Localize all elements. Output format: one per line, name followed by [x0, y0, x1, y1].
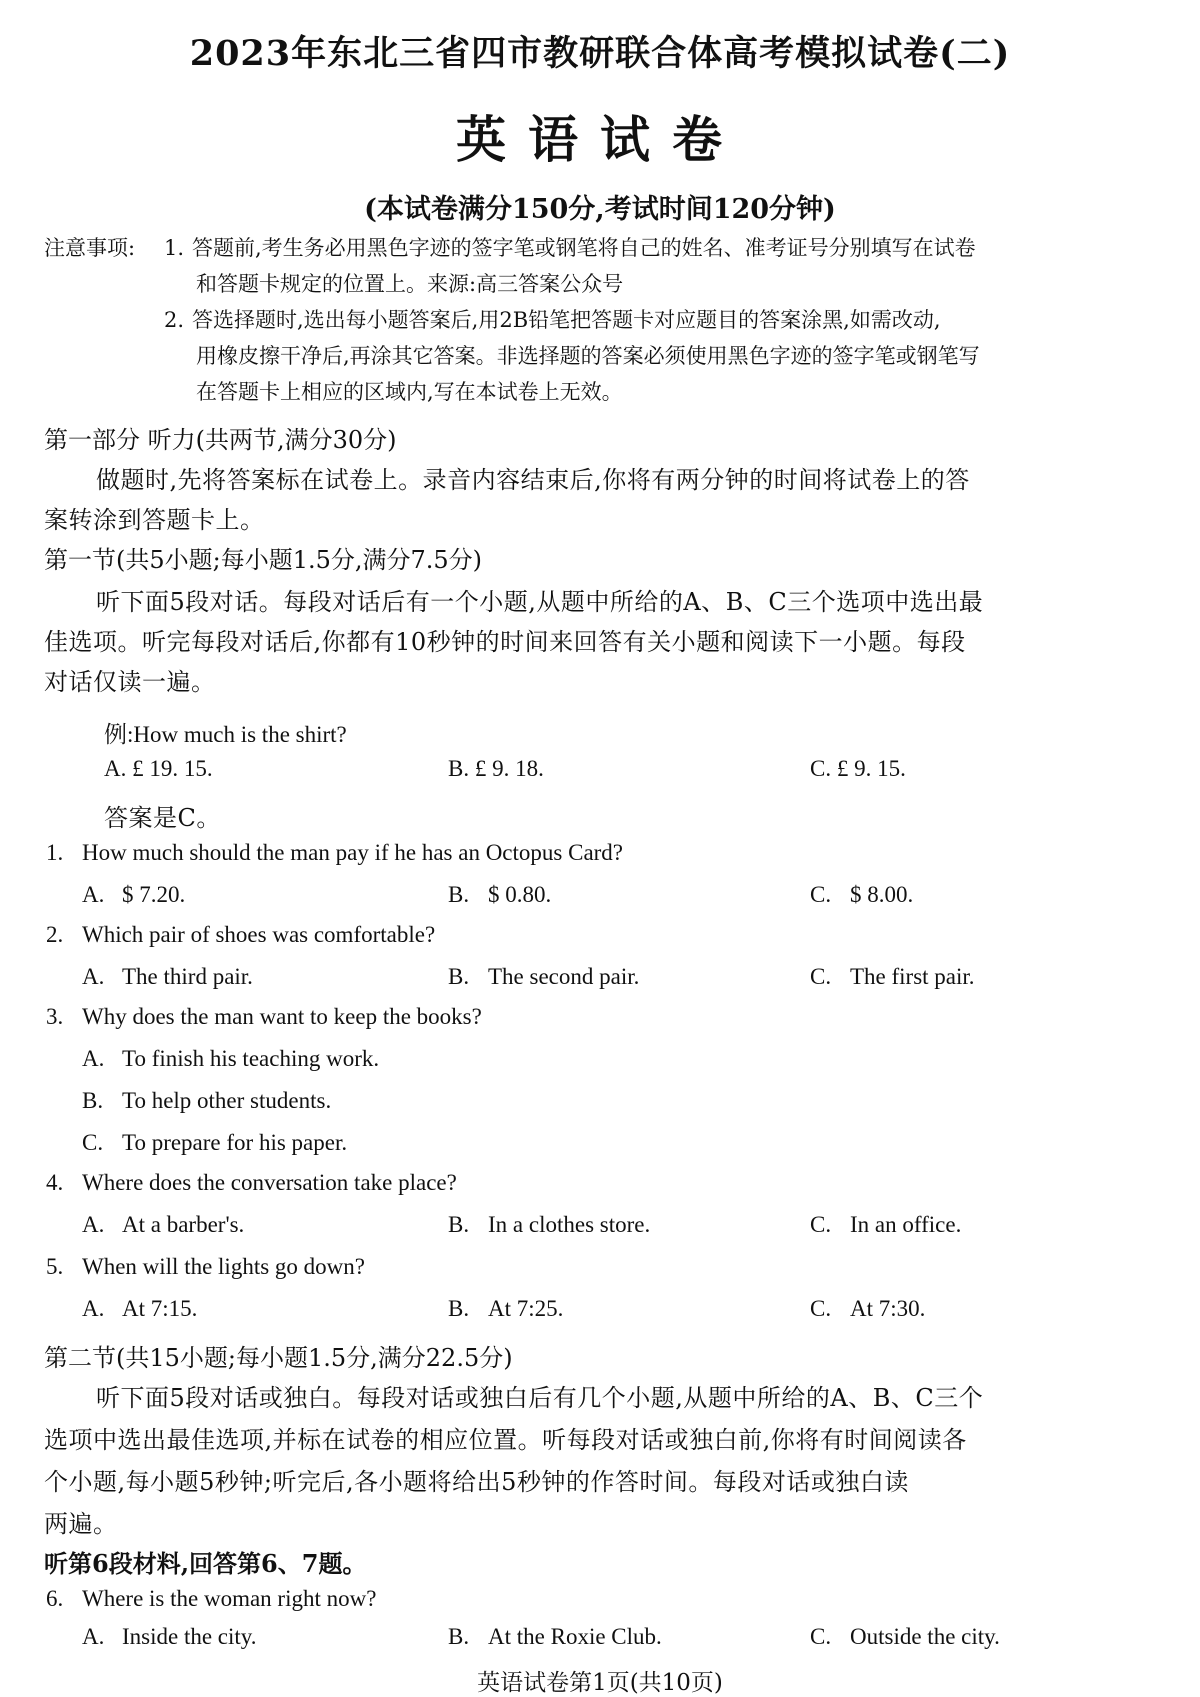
q4-option-c: C. In an office.: [810, 1212, 962, 1237]
q5-option-c: C. At 7:30.: [810, 1296, 926, 1321]
section2-instructions-cont: 选项中选出最佳选项,并标在试卷的相应位置。听每段对话或独白前,你将有时间阅读各: [44, 1426, 967, 1454]
score-info: (本试卷满分150分,考试时间120分钟): [364, 194, 836, 225]
example-option-b: B. £ 9. 18.: [448, 756, 544, 781]
q4-option-b: B. In a clothes store.: [448, 1212, 651, 1237]
section1-instructions: 听下面5段对话。每段对话后有一个小题,从题中所给的A、B、C三个选项中选出最: [96, 588, 984, 616]
section2-instructions-cont2: 个小题,每小题5秒钟;听完后,各小题将给出5秒钟的作答时间。每段对话或独白读: [44, 1468, 909, 1496]
q3-option-c: C. To prepare for his paper.: [82, 1130, 348, 1155]
q2-option-b: B. The second pair.: [448, 964, 640, 989]
section2-instructions: 听下面5段对话或独白。每段对话或独白后有几个小题,从题中所给的A、B、C三个: [96, 1384, 984, 1412]
question-6: 6. Where is the woman right now?: [46, 1586, 377, 1611]
section2-heading: 第二节(共15小题;每小题1.5分,满分22.5分): [44, 1344, 513, 1372]
section1-heading: 第一节(共5小题;每小题1.5分,满分7.5分): [44, 546, 483, 574]
exam-title: 2023年东北三省四市教研联合体高考模拟试卷(二): [189, 33, 1011, 74]
page-footer: 英语试卷第1页(共10页): [477, 1670, 723, 1696]
part1-intro: 做题时,先将答案标在试卷上。录音内容结束后,你将有两分钟的时间将试卷上的答: [96, 466, 970, 494]
notice-item-2-cont: 用橡皮擦干净后,再涂其它答案。非选择题的答案必须使用黑色字迹的签字笔或钢笔写: [196, 344, 980, 368]
q1-option-b: B. $ 0.80.: [448, 882, 552, 907]
example-question: 例:How much is the shirt?: [104, 722, 347, 747]
question-3: 3. Why does the man want to keep the books?: [46, 1004, 482, 1029]
part1-intro-cont: 案转涂到答题卡上。: [44, 506, 265, 534]
example-option-c: C. £ 9. 15.: [810, 756, 906, 781]
q6-option-c: C. Outside the city.: [810, 1624, 1000, 1649]
subject-title: 英语试卷: [456, 110, 744, 169]
section1-instructions-cont: 佳选项。听完每段对话后,你都有10秒钟的时间来回答有关小题和阅读下一小题。每段: [44, 628, 966, 656]
part1-heading: 第一部分 听力(共两节,满分30分): [44, 426, 397, 454]
question-5: 5. When will the lights go down?: [46, 1254, 365, 1279]
section2-instructions-cont3: 两遍。: [44, 1510, 118, 1538]
q2-option-c: C. The first pair.: [810, 964, 975, 989]
q3-option-b: B. To help other students.: [82, 1088, 332, 1113]
q6-option-b: B. At the Roxie Club.: [448, 1624, 662, 1649]
question-1: 1. How much should the man pay if he has an Octopus Card?: [46, 840, 624, 865]
q6-option-a: A. Inside the city.: [82, 1624, 257, 1649]
notice-item-2: 2. 答选择题时,选出每小题答案后,用2B铅笔把答题卡对应题目的答案涂黑,如需改动,: [164, 308, 941, 332]
question-2: 2. Which pair of shoes was comfortable?: [46, 922, 436, 947]
notice-label: 注意事项:: [44, 236, 136, 260]
q2-option-a: A. The third pair.: [82, 964, 253, 989]
example-option-a: A. £ 19. 15.: [104, 756, 213, 781]
q3-option-a: A. To finish his teaching work.: [82, 1046, 380, 1071]
section1-instructions-cont2: 对话仅读一遍。: [44, 668, 216, 696]
notice-item-2-cont2: 在答题卡上相应的区域内,写在本试卷上无效。: [196, 380, 623, 404]
q4-option-a: A. At a barber's.: [82, 1212, 245, 1237]
notice-item-1-cont: 和答题卡规定的位置上。来源:高三答案公众号: [196, 272, 624, 296]
material-6-heading: 听第6段材料,回答第6、7题。: [44, 1549, 367, 1578]
q5-option-a: A. At 7:15.: [82, 1296, 198, 1321]
notice-item-1: 1. 答题前,考生务必用黑色字迹的签字笔或钢笔将自己的姓名、准考证号分别填写在试卷: [164, 236, 976, 260]
q1-option-a: A. $ 7.20.: [82, 882, 186, 907]
example-answer: 答案是C。: [104, 804, 221, 832]
q5-option-b: B. At 7:25.: [448, 1296, 564, 1321]
question-4: 4. Where does the conversation take place?: [46, 1170, 457, 1195]
q1-option-c: C. $ 8.00.: [810, 882, 914, 907]
